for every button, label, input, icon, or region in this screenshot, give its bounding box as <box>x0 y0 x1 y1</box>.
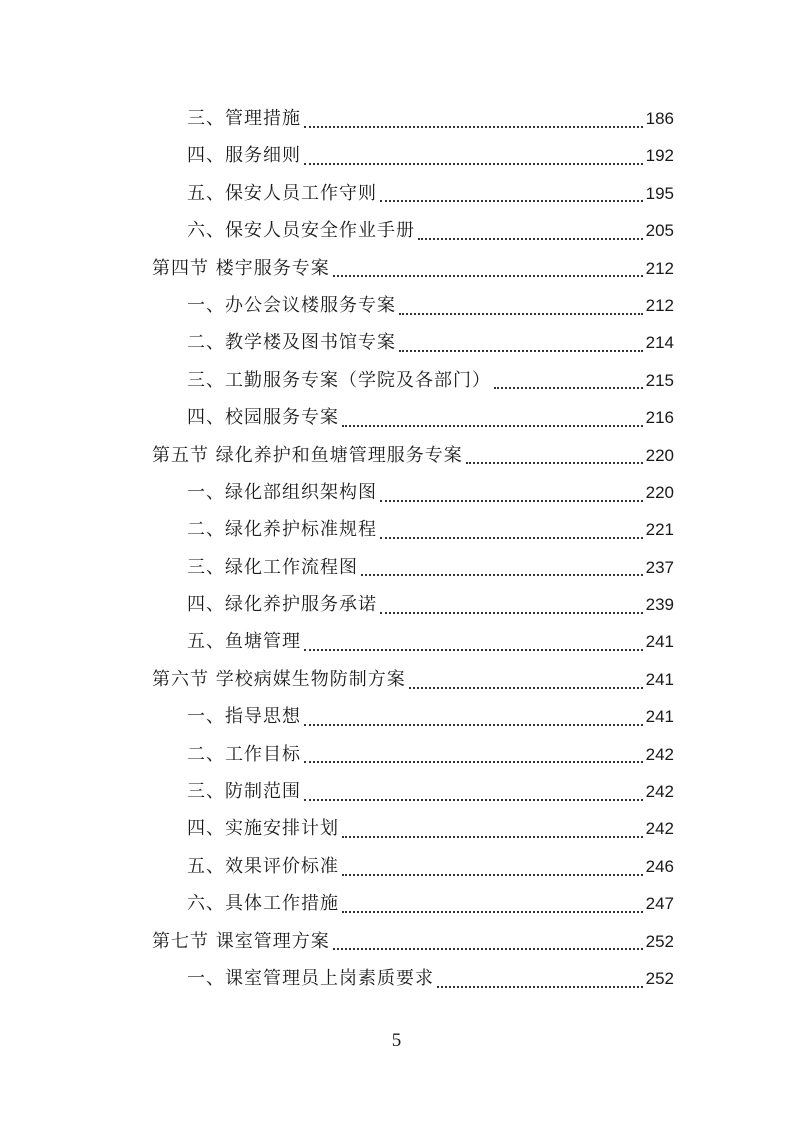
toc-entry-label: 一、办公会议楼服务专案 <box>187 294 396 316</box>
toc-leader-dots <box>466 462 643 464</box>
toc-leader-dots <box>380 612 643 614</box>
toc-entry-label: 第四节 楼宇服务专案 <box>152 257 330 279</box>
toc-entry <box>152 773 674 810</box>
toc-leader-dots <box>304 799 643 801</box>
toc-entry-page: 220 <box>645 482 674 502</box>
toc-entry-label: 一、课室管理员上岗素质要求 <box>187 967 434 989</box>
toc-entry-page: 242 <box>645 782 674 802</box>
toc-leader-dots <box>409 687 643 689</box>
toc-leader-dots <box>342 874 643 876</box>
toc-entry-label: 四、实施安排计划 <box>187 818 339 840</box>
toc-entry-label: 三、绿化工作流程图 <box>187 556 358 578</box>
toc-leader-dots <box>380 500 643 502</box>
toc-entry <box>152 848 674 885</box>
toc-entry-page: 212 <box>645 295 674 315</box>
toc-entry-label: 六、保安人员安全作业手册 <box>187 220 415 242</box>
toc-entry-label: 四、服务细则 <box>187 145 301 167</box>
toc-leader-dots <box>304 761 643 763</box>
toc-leader-dots <box>361 574 643 576</box>
toc-leader-dots <box>304 649 643 651</box>
toc-leader-dots <box>342 836 643 838</box>
toc-entry-label: 一、绿化部组织架构图 <box>187 481 377 503</box>
toc-entry-label: 五、鱼塘管理 <box>187 631 301 653</box>
toc-entry <box>152 623 674 660</box>
toc-entry <box>152 511 674 548</box>
toc-entry <box>152 100 674 137</box>
toc-leader-dots <box>333 948 643 950</box>
toc-entry-page: 242 <box>645 744 674 764</box>
toc-entry-page: 242 <box>645 819 674 839</box>
toc-entry <box>152 287 674 324</box>
toc-leader-dots <box>333 275 643 277</box>
toc-entry-label: 二、工作目标 <box>187 743 301 765</box>
toc-entry <box>152 698 674 735</box>
page-number: 5 <box>391 1030 402 1051</box>
toc-entry-page: 247 <box>645 894 674 914</box>
toc-entry-page: 239 <box>645 595 674 615</box>
toc-entry-label: 三、防制范围 <box>187 781 301 803</box>
toc-entry-label: 四、校园服务专案 <box>187 407 339 429</box>
toc-entry-label: 第六节 学校病媒生物防制方案 <box>152 668 406 690</box>
toc-entry-label: 三、管理措施 <box>187 108 301 129</box>
toc-entry-page: 220 <box>645 445 674 465</box>
toc-entry <box>152 474 674 511</box>
toc-entry <box>152 586 674 623</box>
toc-entry <box>152 736 674 773</box>
toc-entry-page: 221 <box>645 520 674 540</box>
toc-leader-dots <box>304 724 643 726</box>
toc-entry-label: 五、效果评价标准 <box>187 855 339 877</box>
toc-leader-dots <box>342 911 643 913</box>
toc-section-entry <box>152 250 674 287</box>
toc-entry-page: 241 <box>645 669 674 689</box>
toc-entry <box>152 885 674 922</box>
toc-entry-page: 195 <box>645 183 674 203</box>
toc-entry-page: 212 <box>645 258 674 278</box>
toc-entry-page: 252 <box>645 931 674 951</box>
toc-entry-page: 241 <box>645 707 674 727</box>
toc-entry-page: 214 <box>645 333 674 353</box>
toc-entry <box>152 810 674 847</box>
toc-entry <box>152 212 674 249</box>
toc-entry-page: 237 <box>645 557 674 577</box>
toc-entry-label: 二、教学楼及图书馆专案 <box>187 332 396 354</box>
toc-entry <box>152 362 674 399</box>
toc-entry-page: 192 <box>645 146 674 166</box>
toc-entry-page: 216 <box>645 408 674 428</box>
toc-entry-page: 246 <box>645 856 674 876</box>
toc-entry-label: 二、绿化养护标准规程 <box>187 519 377 541</box>
toc-entry-page: 205 <box>645 221 674 241</box>
toc-entry-page: 186 <box>645 109 674 128</box>
toc-entry-page: 215 <box>645 370 674 390</box>
table-of-contents <box>152 100 674 997</box>
toc-section-entry <box>152 661 674 698</box>
toc-leader-dots <box>304 126 643 128</box>
toc-entry <box>152 549 674 586</box>
toc-entry <box>152 324 674 361</box>
toc-leader-dots <box>380 537 643 539</box>
toc-leader-dots <box>342 425 643 427</box>
toc-entry-label: 第七节 课室管理方案 <box>152 930 330 952</box>
toc-entry-label: 六、具体工作措施 <box>187 893 339 915</box>
toc-leader-dots <box>418 238 643 240</box>
toc-entry-page: 241 <box>645 632 674 652</box>
toc-section-entry <box>152 437 674 474</box>
toc-entry <box>152 137 674 174</box>
toc-leader-dots <box>304 163 643 165</box>
toc-leader-dots <box>494 387 643 389</box>
toc-entry <box>152 175 674 212</box>
toc-leader-dots <box>380 200 643 202</box>
toc-entry-label: 五、保安人员工作守则 <box>187 182 377 204</box>
toc-section-entry <box>152 923 674 960</box>
toc-entry <box>152 960 674 997</box>
toc-entry-label: 第五节 绿化养护和鱼塘管理服务专案 <box>152 444 463 466</box>
toc-leader-dots <box>399 313 643 315</box>
toc-entry-label: 一、指导思想 <box>187 706 301 728</box>
toc-entry-label: 三、工勤服务专案（学院及各部门） <box>187 369 491 391</box>
toc-leader-dots <box>399 350 643 352</box>
toc-entry <box>152 399 674 436</box>
toc-leader-dots <box>437 986 643 988</box>
toc-entry-page: 252 <box>645 968 674 988</box>
toc-entry-label: 四、绿化养护服务承诺 <box>187 594 377 616</box>
